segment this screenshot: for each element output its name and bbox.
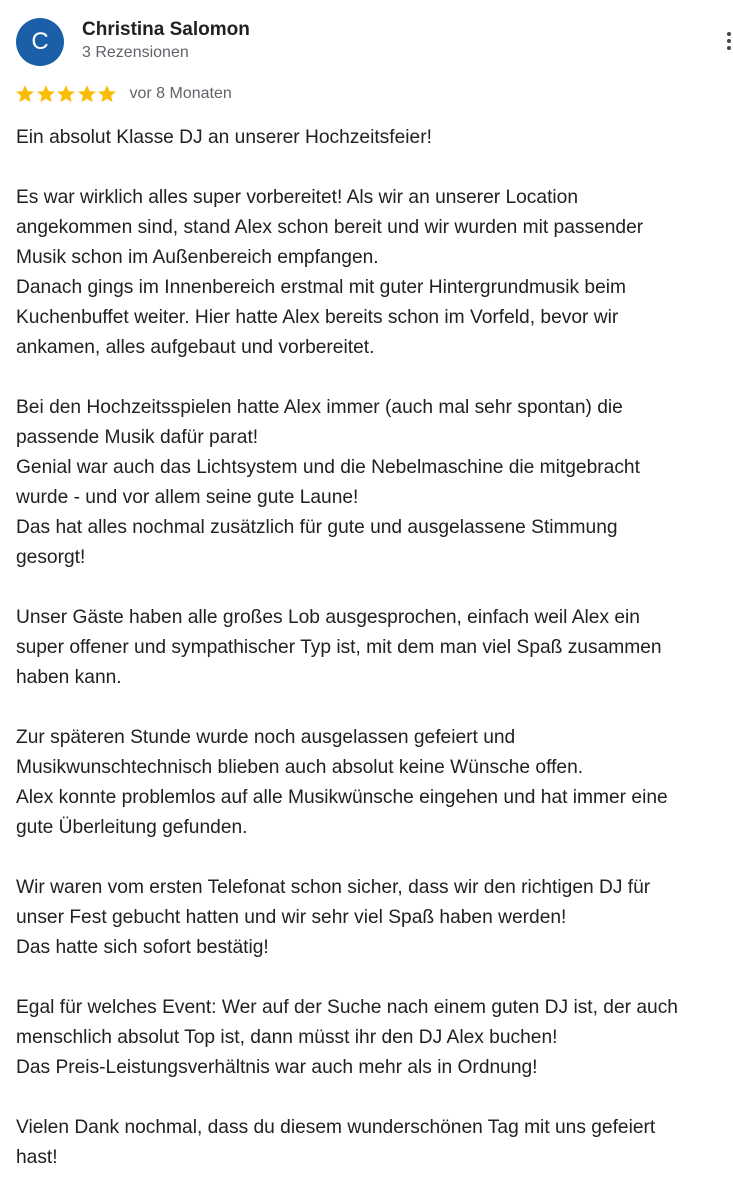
review-text xyxy=(16,123,733,1203)
review-paragraph xyxy=(16,603,733,693)
review-line: haben kann. xyxy=(16,667,122,688)
review-line: Das Preis-Leistungsverhältnis war auch mehr als in Ordnung! xyxy=(16,1057,538,1078)
review-line: Wir waren vom ersten Telefonat schon sicher, dass wir den richtigen DJ für xyxy=(16,877,651,898)
review-line: passende Musik dafür parat! xyxy=(16,427,259,448)
review-paragraph xyxy=(16,123,733,153)
review-line: Genial war auch das Lichtsystem und die Nebelmaschine die mitgebracht xyxy=(16,457,640,478)
rating-row xyxy=(15,82,232,106)
review-header xyxy=(16,18,733,68)
review-line: gesorgt! xyxy=(16,547,86,568)
star-filled-icon xyxy=(97,84,117,104)
review-line: Musik schon im Außenbereich empfangen. xyxy=(16,247,379,268)
review-line: Ein absolut Klasse DJ an unserer Hochzeitsfeier! xyxy=(16,127,432,148)
review-line: Das hatte sich sofort bestätig! xyxy=(16,937,269,958)
review-paragraph xyxy=(16,393,733,573)
star-filled-icon xyxy=(36,84,56,104)
review-count[interactable]: 3 Rezensionen xyxy=(82,44,189,61)
star-filled-icon xyxy=(15,84,35,104)
review-paragraph xyxy=(16,723,733,843)
review-line: super offener und sympathischer Typ ist, mit dem man viel Spaß zusammen xyxy=(16,637,662,658)
review-line: Egal für welches Event: Wer auf der Suche nach einem guten DJ ist, der auch xyxy=(16,997,678,1018)
review-line: Zur späteren Stunde wurde noch ausgelassen gefeiert und xyxy=(16,727,516,748)
review-line: wurde - und vor allem seine gute Laune! xyxy=(16,487,359,508)
review-paragraph xyxy=(16,993,733,1083)
review-line: Unser Gäste haben alle großes Lob ausgesprochen, einfach weil Alex ein xyxy=(16,607,640,628)
review-paragraph xyxy=(16,873,733,963)
reviewer-name[interactable]: Christina Salomon xyxy=(82,19,250,40)
review-line: ankamen, alles aufgebaut und vorbereitet. xyxy=(16,337,375,358)
review-paragraph xyxy=(16,183,733,363)
review-line: hast! xyxy=(16,1147,58,1168)
star-filled-icon xyxy=(56,84,76,104)
review-paragraph xyxy=(16,1113,733,1173)
star-filled-icon xyxy=(77,84,97,104)
review-date: vor 8 Monaten xyxy=(129,85,232,102)
review-line: Es war wirklich alles super vorbereitet! Als wir an unserer Location xyxy=(16,187,579,208)
review-line: Das hat alles nochmal zusätzlich für gute und ausgelassene Stimmung xyxy=(16,517,618,538)
review-line: Kuchenbuffet weiter. Hier hatte Alex bereits schon im Vorfeld, bevor wir xyxy=(16,307,619,328)
avatar[interactable]: C xyxy=(16,18,64,66)
review-line: unser Fest gebucht hatten und wir sehr viel Spaß haben werden! xyxy=(16,907,567,928)
review-line: Alex konnte problemlos auf alle Musikwünsche eingehen und hat immer eine xyxy=(16,787,668,808)
review-line: menschlich absolut Top ist, dann müsst ihr den DJ Alex buchen! xyxy=(16,1027,558,1048)
review-line: gute Überleitung gefunden. xyxy=(16,817,248,838)
review-line: angekommen sind, stand Alex schon bereit und wir wurden mit passender xyxy=(16,217,644,238)
review-line: Danach gings im Innenbereich erstmal mit guter Hintergrundmusik beim xyxy=(16,277,627,298)
review-line: Bei den Hochzeitsspielen hatte Alex immer (auch mal sehr spontan) die xyxy=(16,397,623,418)
review-line: Musikwunschtechnisch blieben auch absolut keine Wünsche offen. xyxy=(16,757,584,778)
review-line: Vielen Dank nochmal, dass du diesem wunderschönen Tag mit uns gefeiert xyxy=(16,1117,656,1138)
star-rating xyxy=(15,83,118,105)
more-options-button[interactable] xyxy=(725,26,733,54)
